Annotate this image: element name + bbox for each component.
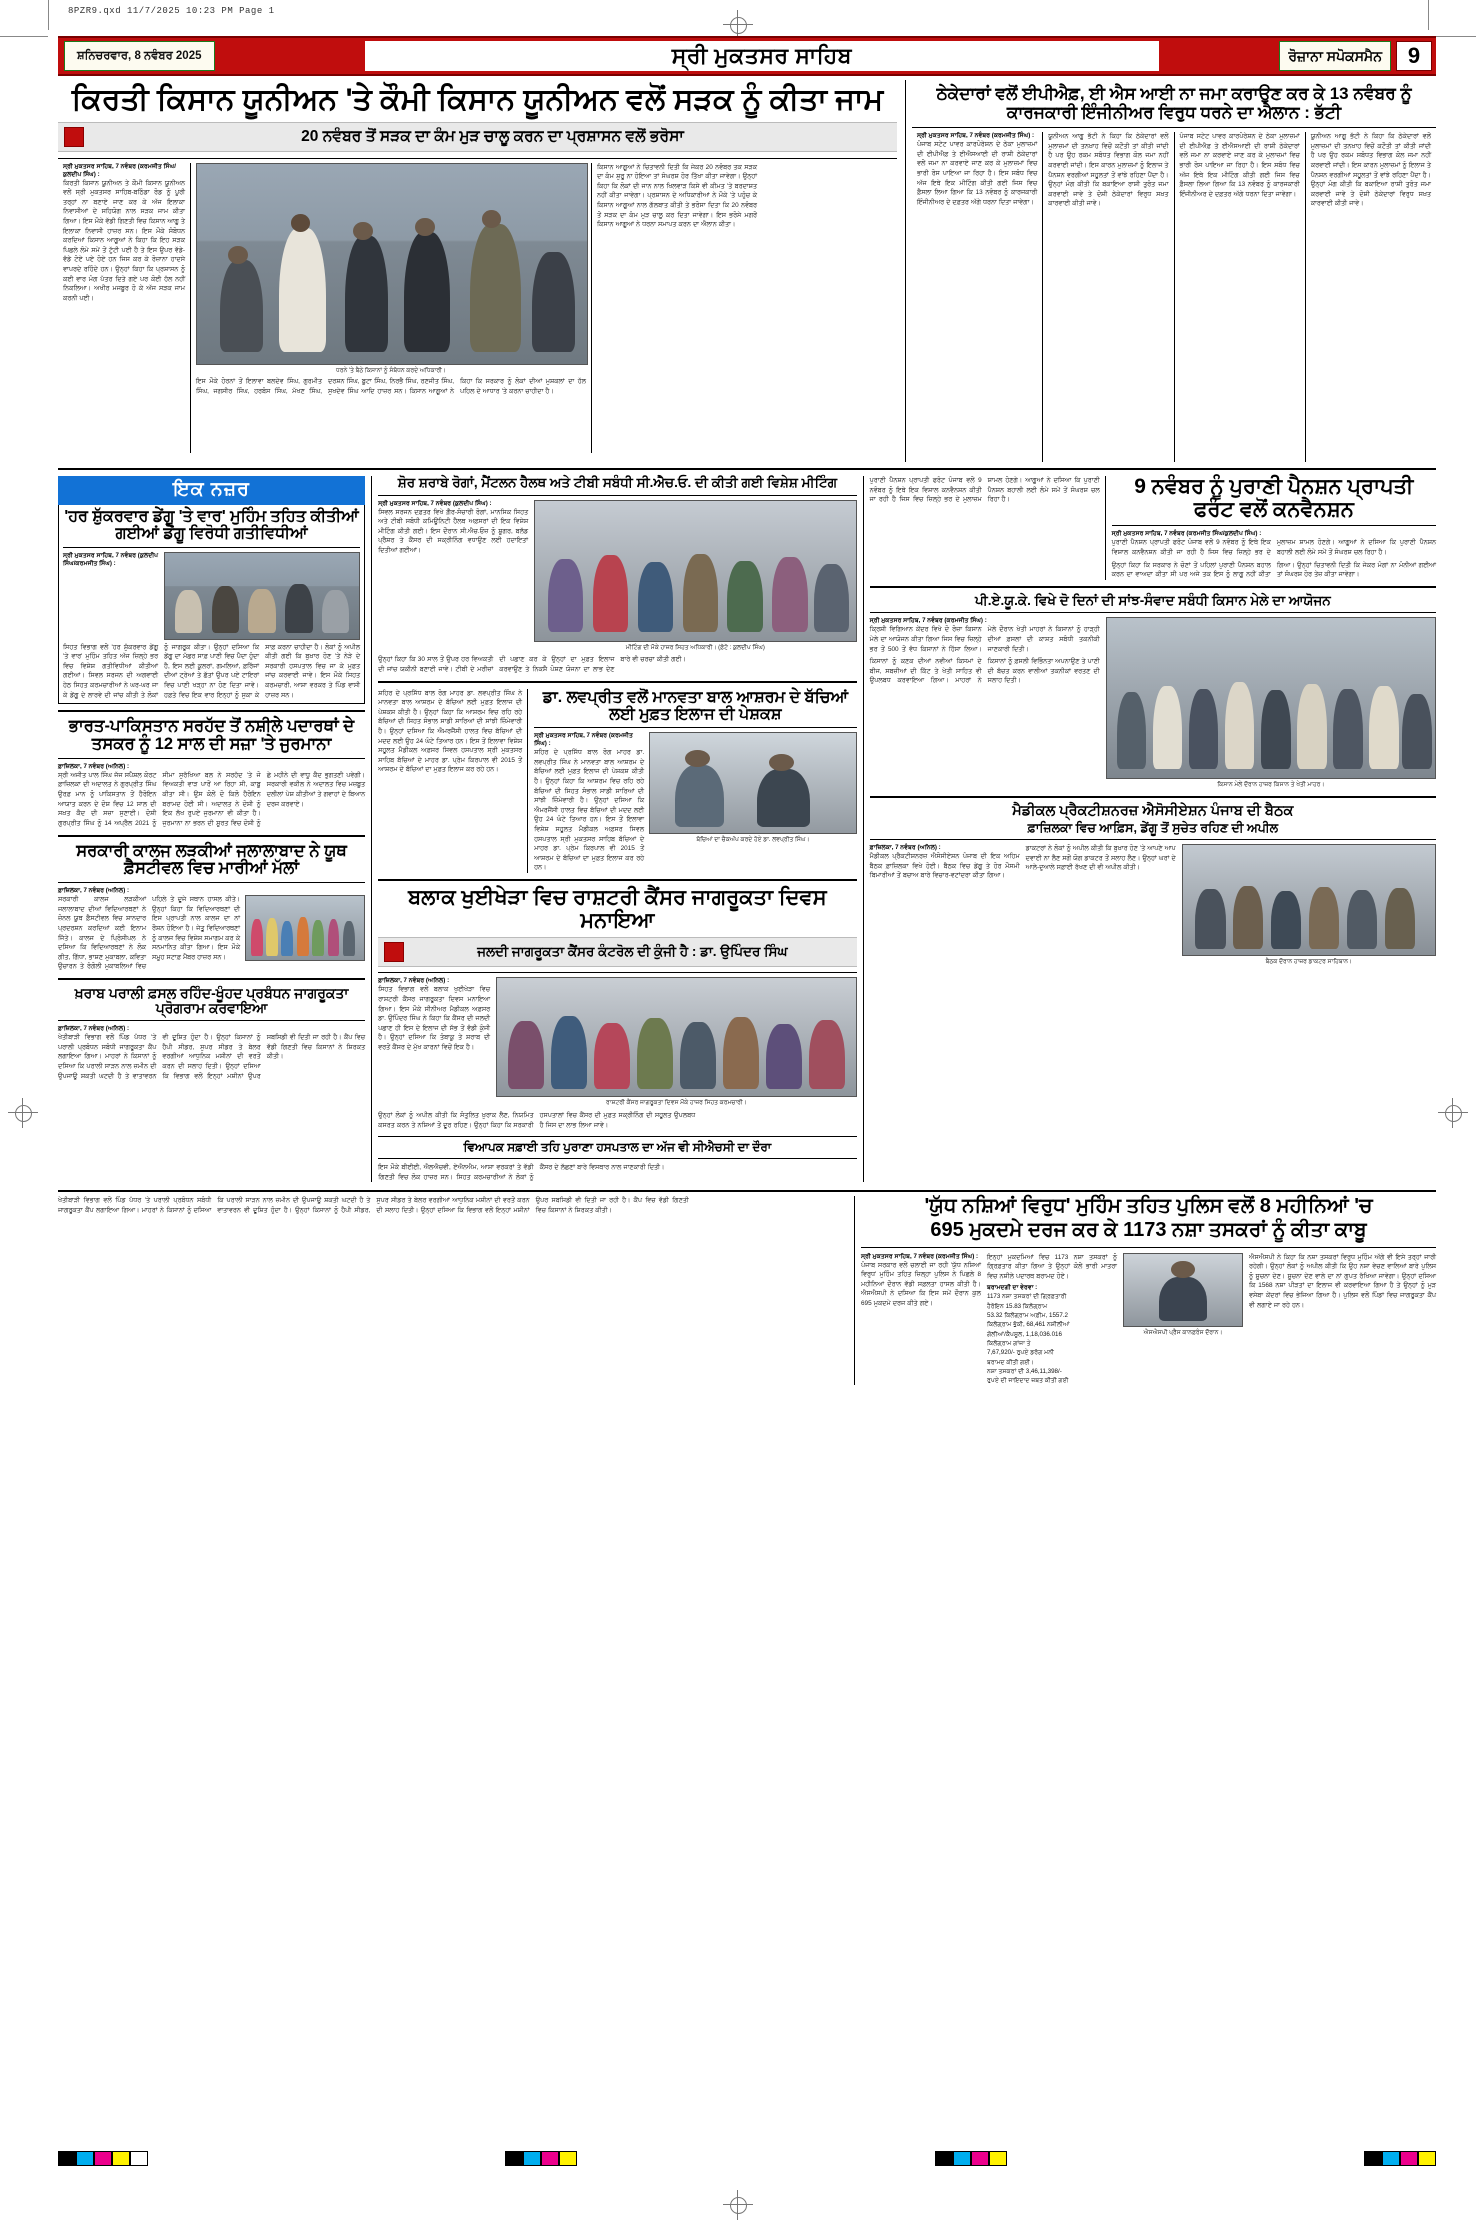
doctor-offer-caption: ਬੱਚਿਆਂ ਦਾ ਚੈਕਅੱਪ ਕਰਦੇ ਹੋਏ ਡਾ. ਲਵਪ੍ਰੀਤ ਸਿੰਘ। [696,837,810,844]
lead-story [58,80,897,462]
edition-title: ਸ੍ਰੀ ਮੁਕਤਸਰ ਸਾਹਿਬ [671,43,853,68]
drug-war-intro: ਇਨ੍ਹਾਂ ਮੁਕਦਮਿਆਂ ਵਿਚ 1173 ਨਸ਼ਾ ਤਸਕਰਾਂ ਨੂੰ ਗ੍ਰਿਫ਼ਤਾਰ ਕੀਤਾ ਗਿਆ ਤੇ ਉਨ੍ਹਾਂ ਕੋਲੋਂ ਭਾਰੀ ਮਾਤਰਾ ਵਿਚ ਨਸ਼ੀਲੇ ਪਦਾਰਥ ਬਰਾਮਦ ਹੋਏ। [987,1253,1117,1280]
lead-columns [58,163,897,453]
colour-patch-white [130,2151,148,2166]
print-slug: 8PZR9.qxd 11/7/2025 10:23 PM Page 1 [68,6,275,16]
crop-line-right-v [1428,0,1429,30]
epf-dateline: ਸ੍ਰੀ ਮੁਕਤਸਰ ਸਾਹਿਬ, 7 ਨਵੰਬਰ (ਕਰਮਜੀਤ ਸਿੰਘ) : [917,132,1035,140]
colour-patch-yellow-3 [989,2151,1007,2166]
health-meet-dateline: ਸ੍ਰੀ ਮੁਕਤਸਰ ਸਾਹਿਬ, 7 ਨਵੰਬਰ (ਕੁਲਦੀਪ ਸਿੰਘ) : [378,499,492,507]
smuggler-dateline: ਫ਼ਾਜ਼ਿਲਕਾ, 7 ਨਵੰਬਰ (ਅਨਿਲ) : [58,762,130,770]
pollution-dateline: ਫ਼ਾਜ਼ਿਲਕਾ, 7 ਨਵੰਬਰ (ਅਨਿਲ) : [58,1025,130,1033]
medical-assoc-body-2: ਡਾਕਟਰਾਂ ਨੇ ਲੋਕਾਂ ਨੂੰ ਅਪੀਲ ਕੀਤੀ ਕਿ ਬੁਖ਼ਾਰ ਹੋਣ 'ਤੇ ਆਪਣੇ ਆਪ ਦਵਾਈ ਨਾ ਲੈਣ ਸਗੋਂ ਯੋਗ ਡਾਕਟਰ ਤੋਂ ਸਲਾਹ ਲੈਣ। ਉਨ੍ਹਾਂ ਘਰਾਂ ਦੇ ਆਲੇ-ਦੁਆਲੇ ਸਫ਼ਾਈ ਰੱਖਣ ਦੀ ਵੀ ਅਪੀਲ ਕੀਤੀ। [1025,845,1176,872]
recovery-line: ਕਿਲੋਗ੍ਰਾਮ ਭੁੱਕੀ, 68,461 ਨਸ਼ੀਲੀਆਂ [987,1321,1070,1329]
drug-war-headline-2: 695 ਮੁਕਦਮੇ ਦਰਜ ਕਰ ਕੇ 1173 ਨਸ਼ਾ ਤਸਕਰਾਂ ਨੂੰ ਕੀਤਾ ਕਾਬੂ [930,1219,1367,1242]
masthead-date: ਸ਼ਨਿਚਰਵਾਰ, 8 ਨਵੰਬਰ 2025 [64,41,215,71]
left-stack [58,476,372,1182]
health-meet-photo [534,500,857,642]
recovery-line: 1173 ਨਸ਼ਾ ਤਸਕਰਾਂ ਦੀ ਗ੍ਰਿਫ਼ਤਾਰੀ [987,1293,1067,1301]
college-dateline: ਫ਼ਾਜ਼ਿਲਕਾ, 7 ਨਵੰਬਰ (ਅਨਿਲ) : [58,887,130,895]
pau-body-1: ਕ੍ਰਿਸ਼ੀ ਵਿਗਿਆਨ ਕੇਂਦਰ ਵਿਖੇ ਦੋ ਰੋਜ਼ਾ ਕਿਸਾਨ ਮੇਲੇ ਦਾ ਆਯੋਜਨ ਕੀਤਾ ਗਿਆ ਜਿਸ ਵਿਚ ਜ਼ਿਲ੍ਹੇ ਭਰ ਤੋਂ 500 ਤੋਂ ਵੱਧ ਕਿਸਾਨਾਂ ਨੇ ਹਿੱਸਾ ਲਿਆ। ਮੇਲੇ ਦੌਰਾਨ ਖੇਤੀ ਮਾਹਰਾਂ ਨੇ ਕਿਸਾਨਾਂ ਨੂੰ ਹਾੜ੍ਹੀ ਦੀਆਂ ਫ਼ਸਲਾਂ ਦੀ ਕਾਸ਼ਤ ਸਬੰਧੀ ਤਕਨੀਕੀ ਜਾਣਕਾਰੀ ਦਿਤੀ। [869,626,1100,653]
colour-patch-black-4 [1364,2151,1382,2166]
medical-assoc-caption: ਬੈਠਕ ਦੌਰਾਨ ਹਾਜ਼ਰ ਡਾਕਟਰ ਸਾਹਿਬਾਨ। [1265,959,1353,966]
college-headline: ਸਰਕਾਰੀ ਕਾਲਜ ਲੜਕੀਆਂ ਜਲਾਲਾਬਾਦ ਨੇ ਯੂਥ ਫ਼ੈਸਟੀਵਲ ਵਿਚ ਮਾਰੀਆਂ ਮੱਲਾਂ [76,841,347,878]
lead-photo [196,163,588,365]
pollution-body: ਖੇਤੀਬਾੜੀ ਵਿਭਾਗ ਵਲੋਂ ਪਿੰਡ ਪੱਧਰ 'ਤੇ ਪਰਾਲੀ ਪ੍ਰਬੰਧਨ ਸਬੰਧੀ ਜਾਗਰੂਕਤਾ ਕੈਂਪ ਲਗਾਇਆ ਗਿਆ। ਮਾਹਰਾਂ ਨੇ ਕਿਸਾਨਾਂ ਨੂੰ ਦਸਿਆ ਕਿ ਪਰਾਲੀ ਸਾੜਨ ਨਾਲ ਜ਼ਮੀਨ ਦੀ ਉਪਜਾਊ ਸ਼ਕਤੀ ਘਟਦੀ ਹੈ ਤੇ ਵਾਤਾਵਰਨ ਵੀ ਦੂਸ਼ਿਤ ਹੁੰਦਾ ਹੈ। ਉਨ੍ਹਾਂ ਕਿਸਾਨਾਂ ਨੂੰ ਹੈਪੀ ਸੀਡਰ, ਸੁਪਰ ਸੀਡਰ ਤੇ ਬੇਲਰ ਵਰਗੀਆਂ ਆਧੁਨਿਕ ਮਸ਼ੀਨਾਂ ਦੀ ਵਰਤੋਂ ਕਰਨ ਦੀ ਸਲਾਹ ਦਿਤੀ। ਉਨ੍ਹਾਂ ਦਸਿਆ ਕਿ ਵਿਭਾਗ ਵਲੋਂ ਇਨ੍ਹਾਂ ਮਸ਼ੀਨਾਂ ਉਪਰ ਸਬਸਿਡੀ ਵੀ ਦਿਤੀ ਜਾ ਰਹੀ ਹੈ। ਕੈਂਪ ਵਿਚ ਵੱਡੀ ਗਿਣਤੀ ਵਿਚ ਕਿਸਾਨਾਂ ਨੇ ਸ਼ਿਰਕਤ ਕੀਤੀ। [58,1034,366,1080]
epf-headline: ਠੇਕੇਦਾਰਾਂ ਵਲੋਂ ਈਪੀਐਫ਼, ਈ ਐਸ ਆਈ ਨਾ ਜਮਾ ਕਰਾਉਣ ਕਰ ਕੇ 13 ਨਵੰਬਰ ਨੂੰ ਕਾਰਜਕਾਰੀ ਇੰਜੀਨੀਅਰ ਵਿਰੁਧ ਧਰਨੇ ਦਾ ਐਲਾਨ : ਭੱਟੀ [936,84,1412,123]
colour-patch-black [58,2151,76,2166]
center-filler-1: ਸ਼ਹਿਰ ਦੇ ਪ੍ਰਸਿੱਧ ਬਾਲ ਰੋਗ ਮਾਹਰ ਡਾ. ਲਵਪ੍ਰੀਤ ਸਿੰਘ ਨੇ ਮਾਨਵਤਾ ਬਾਲ ਆਸ਼ਰਮ ਦੇ ਬੱਚਿਆਂ ਲਈ ਮੁਫ਼ਤ ਇਲਾਜ ਦੀ ਪੇਸ਼ਕਸ਼ ਕੀਤੀ ਹੈ। ਉਨ੍ਹਾਂ ਕਿਹਾ ਕਿ ਆਸ਼ਰਮ ਵਿਚ ਰਹਿ ਰਹੇ ਬੱਚਿਆਂ ਦੀ ਸਿਹਤ ਸੰਭਾਲ ਸਾਡੀ ਸਾਰਿਆਂ ਦੀ ਸਾਂਝੀ ਜ਼ਿੰਮੇਵਾਰੀ ਹੈ। ਉਨ੍ਹਾਂ ਦਸਿਆ ਕਿ ਐਮਰਜੈਂਸੀ ਹਾਲਤ ਵਿਚ ਬੱਚਿਆਂ ਦੀ ਮਦਦ ਲਈ ਉਹ 24 ਘੰਟੇ ਤਿਆਰ ਹਨ। ਇਸ ਤੋਂ ਇਲਾਵਾ ਵਿਸ਼ੇਸ਼ ਸਹੂਲਤ ਮੈਡੀਕਲ ਅਫ਼ਸਰ ਸਿਵਲ ਹਸਪਤਾਲ ਸ੍ਰੀ ਮੁਕਤਸਰ ਸਾਹਿਬ ਬੱਚਿਆਂ ਦੇ ਮਾਹਰ ਡਾ. ਪ੍ਰੇਮ ਕਿਰਪਾਲ ਵੀ 2015 ਤੋਂ ਆਸ਼ਰਮ ਦੇ ਬੱਚਿਆਂ ਦਾ ਮੁਫ਼ਤ ਇਲਾਜ ਕਰ ਰਹੇ ਹਨ। [378,689,523,774]
colour-patch-yellow-2 [559,2151,577,2166]
recovery-line: 7,67,920/- ਰੁਪਏ ਡਰੱਗ ਮਨੀ [987,1349,1054,1357]
masthead-brand: ਰੋਜ਼ਾਨਾ ਸਪੋਕਸਮੈਨ [1279,41,1391,71]
recovery-line: ਗੋਲੀਆਂ/ਕੈਪਸੂਲ, 1,18,036.016 [987,1330,1062,1338]
masthead-center [365,41,1160,71]
doctor-offer-headline: ਡਾ. ਲਵਪ੍ਰੀਤ ਵਲੋਂ ਮਾਨਵਤਾ ਬਾਲ ਆਸ਼ਰਮ ਦੇ ਬੱਚਿਆਂ ਲਈ ਮੁਫ਼ਤ ਇਲਾਜ ਦੀ ਪੇਸ਼ਕਸ਼ [542,688,849,723]
colour-patch-black-2 [505,2151,523,2166]
cancer-day-body-2: ਉਨ੍ਹਾਂ ਲੋਕਾਂ ਨੂੰ ਅਪੀਲ ਕੀਤੀ ਕਿ ਸੰਤੁਲਿਤ ਖ਼ੁਰਾਕ ਲੈਣ, ਨਿਯਮਿਤ ਕਸਰਤ ਕਰਨ ਤੇ ਨਸ਼ਿਆਂ ਤੋਂ ਦੂਰ ਰਹਿਣ। ਉਨ੍ਹਾਂ ਕਿਹਾ ਕਿ ਸਰਕਾਰੀ ਹਸਪਤਾਲਾਂ ਵਿਚ ਕੈਂਸਰ ਦੀ ਮੁਫ਼ਤ ਸਕ੍ਰੀਨਿੰਗ ਦੀ ਸਹੂਲਤ ਉਪਲਬਧ ਹੈ ਜਿਸ ਦਾ ਲਾਭ ਲਿਆ ਜਾਵੇ। [378,1112,696,1129]
recovery-line: ਕਿਲੋਗ੍ਰਾਮ ਗਾਂਜਾ ਤੇ [987,1339,1031,1347]
lead-subhead-bar [58,122,897,152]
epf-columns [912,132,1436,462]
smuggler-body: ਸ੍ਰੀ ਅਜੀਤ ਪਾਲ ਸਿੰਘ ਜੱਜ ਸਪੈਸ਼ਲ ਕੋਰਟ ਫ਼ਾਜ਼ਿਲਕਾ ਦੀ ਅਦਾਲਤ ਨੇ ਗੁਰਪ੍ਰੀਤ ਸਿੰਘ ਉਰਫ਼ ਮਾਨ ਨੂੰ ਪਾਕਿਸਤਾਨ ਤੋਂ ਹੈਰੋਇਨ ਆਯਾਤ ਕਰਨ ਦੇ ਦੋਸ਼ ਵਿਚ 12 ਸਾਲ ਦੀ ਸਖ਼ਤ ਕੈਦ ਦੀ ਸਜ਼ਾ ਸੁਣਾਈ। ਦੋਸ਼ੀ ਗੁਰਪ੍ਰੀਤ ਸਿੰਘ ਨੂੰ 14 ਅਪ੍ਰੈਲ 2021 ਨੂੰ ਸੀਮਾ ਸੁਰੱਖਿਆ ਬਲ ਨੇ ਸਰਹੱਦ 'ਤੇ ਜੋ ਵਿਅਕਤੀ ਵਾੜ ਪਾਰੋਂ ਆ ਰਿਹਾ ਸੀ, ਕਾਬੂ ਕੀਤਾ ਸੀ। ਉਸ ਕੋਲੋਂ ਦੋ ਕਿਲੋ ਹੈਰੋਇਨ ਬਰਾਮਦ ਹੋਈ ਸੀ। ਅਦਾਲਤ ਨੇ ਦੋਸ਼ੀ ਨੂੰ ਇਕ ਲੱਖ ਰੁਪਏ ਜੁਰਮਾਨਾ ਵੀ ਕੀਤਾ ਹੈ। ਜੁਰਮਾਨਾ ਨਾ ਭਰਨ ਦੀ ਸੂਰਤ ਵਿਚ ਦੋਸ਼ੀ ਨੂੰ ਛੇ ਮਹੀਨੇ ਦੀ ਵਾਧੂ ਕੈਦ ਭੁਗਤਣੀ ਪਵੇਗੀ। ਸਰਕਾਰੀ ਵਕੀਲ ਨੇ ਅਦਾਲਤ ਵਿਚ ਮਜ਼ਬੂਤ ਦਲੀਲਾਂ ਪੇਸ਼ ਕੀਤੀਆਂ ਤੇ ਗਵਾਹਾਂ ਦੇ ਬਿਆਨ ਦਰਜ ਕਰਵਾਏ। [58,771,366,827]
center-stack [372,476,864,1182]
cancer-secondary-headline: ਵਿਆਪਕ ਸਫ਼ਾਈ ਤਹਿ ਪੁਰਾਣਾ ਹਸਪਤਾਲ ਦਾ ਅੱਜ ਵੀ ਸੀਐਚਸੀ ਦਾ ਦੌਰਾ [463,1140,772,1155]
colour-patch-magenta-3 [971,2151,989,2166]
red-square-icon-2 [384,942,404,962]
epf-col-3 [1174,132,1305,462]
registration-mark-right [1438,1098,1468,1128]
recovery-line: ਬਰਾਮਦ ਕੀਤੀ ਗਈ। [987,1358,1035,1366]
epf-body-3: ਪੰਜਾਬ ਸਟੇਟ ਪਾਵਰ ਕਾਰਪੋਰੇਸ਼ਨ ਦੇ ਠੇਕਾ ਮੁਲਾਜ਼ਮਾਂ ਦੀ ਈਪੀਐਫ਼ ਤੇ ਈਐਸਆਈ ਦੀ ਰਾਸ਼ੀ ਠੇਕੇਦਾਰਾਂ ਵਲੋਂ ਜਮਾ ਨਾ ਕਰਵਾਏ ਜਾਣ ਕਰ ਕੇ ਮੁਲਾਜ਼ਮਾਂ ਵਿਚ ਭਾਰੀ ਰੋਸ ਪਾਇਆ ਜਾ ਰਿਹਾ ਹੈ। ਇਸ ਸਬੰਧ ਵਿਚ ਅੱਜ ਇਥੇ ਇਕ ਮੀਟਿੰਗ ਕੀਤੀ ਗਈ ਜਿਸ ਵਿਚ ਫ਼ੈਸਲਾ ਲਿਆ ਗਿਆ ਕਿ 13 ਨਵੰਬਰ ਨੂੰ ਕਾਰਜਕਾਰੀ ਇੰਜੀਨੀਅਰ ਦੇ ਦਫ਼ਤਰ ਅੱਗੇ ਧਰਨਾ ਦਿਤਾ ਜਾਵੇਗਾ। [1179,133,1300,198]
pau-headline: ਪੀ.ਏ.ਯੂ.ਕੇ. ਵਿਖੇ ਦੋ ਦਿਨਾਂ ਦੀ ਸਾਂਝ-ਸੰਵਾਦ ਸਬੰਧੀ ਕਿਸਾਨ ਮੇਲੇ ਦਾ ਆਯੋਜਨ [974,592,1331,608]
pollution-headline: ਖ਼ਰਾਬ ਪਰਾਲੀ ਫ਼ਸਲ ਰਹਿੰਦ-ਖੂੰਹਦ ਪ੍ਰਬੰਧਨ ਜਾਗਰੂਕਤਾ ਪ੍ਰੋਗਰਾਮ ਕਰਵਾਇਆ [74,985,349,1017]
colour-patch-cyan [76,2151,94,2166]
medical-assoc-photo [1182,844,1436,956]
college-photo [245,895,365,961]
lead-dateline: ਸ੍ਰੀ ਮੁਕਤਸਰ ਸਾਹਿਬ, 7 ਨਵੰਬਰ (ਕਰਮਜੀਤ ਸਿੰਘ/ਕੁਲਦੀਪ ਸਿੰਘ) : [63,162,176,178]
crop-line-top-left [0,36,48,37]
lead-body-3: ਇਸ ਮੌਕੇ ਹੋਰਨਾਂ ਤੋਂ ਇਲਾਵਾ ਬਲਦੇਵ ਸਿੰਘ, ਗੁਰਮੀਤ ਸਿੰਘ, ਜਗਸੀਰ ਸਿੰਘ, ਹਰਬੰਸ ਸਿੰਘ, ਮੱਖਣ ਸਿੰਘ, ਦਰਸ਼ਨ ਸਿੰਘ, ਬੂਟਾ ਸਿੰਘ, ਨਿਰਭੈ ਸਿੰਘ, ਰਣਜੀਤ ਸਿੰਘ, ਸੁਖਦੇਵ ਸਿੰਘ ਆਦਿ ਹਾਜ਼ਰ ਸਨ। ਕਿਸਾਨ ਆਗੂਆਂ ਨੇ ਕਿਹਾ ਕਿ ਸਰਕਾਰ ਨੂੰ ਲੋਕਾਂ ਦੀਆਂ ਮੁਸ਼ਕਲਾਂ ਦਾ ਹੱਲ ਪਹਿਲ ਦੇ ਆਧਾਰ 'ਤੇ ਕਰਨਾ ਚਾਹੀਦਾ ਹੈ। [196,378,586,395]
epf-body-2: ਯੂਨੀਅਨ ਆਗੂ ਭੱਟੀ ਨੇ ਕਿਹਾ ਕਿ ਠੇਕੇਦਾਰਾਂ ਵਲੋਂ ਮੁਲਾਜ਼ਮਾਂ ਦੀ ਤਨਖ਼ਾਹ ਵਿਚੋਂ ਕਟੌਤੀ ਤਾਂ ਕੀਤੀ ਜਾਂਦੀ ਹੈ ਪਰ ਉਹ ਰਕਮ ਸਬੰਧਤ ਵਿਭਾਗ ਕੋਲ ਜਮਾ ਨਹੀਂ ਕਰਵਾਈ ਜਾਂਦੀ। ਇਸ ਕਾਰਨ ਮੁਲਾਜ਼ਮਾਂ ਨੂੰ ਇਲਾਜ ਤੇ ਪੈਨਸ਼ਨ ਵਰਗੀਆਂ ਸਹੂਲਤਾਂ ਤੋਂ ਵਾਂਝੇ ਰਹਿਣਾ ਪੈਂਦਾ ਹੈ। ਉਨ੍ਹਾਂ ਮੰਗ ਕੀਤੀ ਕਿ ਬਕਾਇਆ ਰਾਸ਼ੀ ਤੁਰੰਤ ਜਮਾ ਕਰਵਾਈ ਜਾਵੇ ਤੇ ਦੋਸ਼ੀ ਠੇਕੇਦਾਰਾਂ ਵਿਰੁਧ ਸਖ਼ਤ ਕਾਰਵਾਈ ਕੀਤੀ ਜਾਵੇ। [1048,133,1169,208]
colour-patch-cyan-2 [523,2151,541,2166]
cancer-day-subhead: ਜਲਦੀ ਜਾਗਰੂਕਤਾ ਕੈਂਸਰ ਕੰਟਰੋਲ ਦੀ ਕੁੰਜੀ ਹੈ : ਡਾ. ਉਪਿੰਦਰ ਸਿੰਘ [477,944,788,960]
recovery-line: 53.32 ਕਿਲੋਗ੍ਰਾਮ ਅਫ਼ੀਮ, 1557.2 [987,1312,1068,1320]
lead-body-2: ਕਿਸਾਨ ਆਗੂਆਂ ਨੇ ਚਿਤਾਵਨੀ ਦਿਤੀ ਕਿ ਜੇਕਰ 20 ਨਵੰਬਰ ਤਕ ਸੜਕ ਦਾ ਕੰਮ ਸ਼ੁਰੂ ਨਾ ਹੋਇਆ ਤਾਂ ਸੰਘਰਸ਼ ਹੋਰ ਤਿੱਖਾ ਕੀਤਾ ਜਾਵੇਗਾ। ਉਨ੍ਹਾਂ ਕਿਹਾ ਕਿ ਲੋਕਾਂ ਦੀ ਜਾਨ ਨਾਲ ਖਿਲਵਾੜ ਕਿਸੇ ਵੀ ਕੀਮਤ 'ਤੇ ਬਰਦਾਸ਼ਤ ਨਹੀਂ ਕੀਤਾ ਜਾਵੇਗਾ। ਪ੍ਰਸ਼ਾਸਨ ਦੇ ਅਧਿਕਾਰੀਆਂ ਨੇ ਮੌਕੇ 'ਤੇ ਪਹੁੰਚ ਕੇ ਕਿਸਾਨ ਆਗੂਆਂ ਨਾਲ ਗੱਲਬਾਤ ਕੀਤੀ ਤੇ ਭਰੋਸਾ ਦਿਤਾ ਕਿ 20 ਨਵੰਬਰ ਤੋਂ ਸੜਕ ਦਾ ਕੰਮ ਮੁੜ ਚਾਲੂ ਕਰ ਦਿਤਾ ਜਾਵੇਗਾ। ਇਸ ਭਰੋਸੇ ਮਗਰੋਂ ਕਿਸਾਨ ਆਗੂਆਂ ਨੇ ਧਰਨਾ ਸਮਾਪਤ ਕਰਨ ਦਾ ਐਲਾਨ ਕੀਤਾ। [597,163,757,229]
college-body: ਸਰਕਾਰੀ ਕਾਲਜ ਲੜਕੀਆਂ ਜਲਾਲਾਬਾਦ ਦੀਆਂ ਵਿਦਿਆਰਥਣਾਂ ਨੇ ਜ਼ੋਨਲ ਯੂਥ ਫ਼ੈਸਟੀਵਲ ਵਿਚ ਸ਼ਾਨਦਾਰ ਪ੍ਰਦਰਸ਼ਨ ਕਰਦਿਆਂ ਕਈ ਇਨਾਮ ਜਿੱਤੇ। ਕਾਲਜ ਦੇ ਪ੍ਰਿੰਸੀਪਲ ਨੇ ਦਸਿਆ ਕਿ ਵਿਦਿਆਰਥਣਾਂ ਨੇ ਲੋਕ ਗੀਤ, ਗਿੱਧਾ, ਭਾਸ਼ਣ ਮੁਕਾਬਲਾ, ਕਵਿਤਾ ਉਚਾਰਨ ਤੇ ਰੰਗੋਲੀ ਮੁਕਾਬਲਿਆਂ ਵਿਚ ਪਹਿਲੇ ਤੇ ਦੂਜੇ ਸਥਾਨ ਹਾਸਲ ਕੀਤੇ। ਉਨ੍ਹਾਂ ਕਿਹਾ ਕਿ ਵਿਦਿਆਰਥਣਾਂ ਦੀ ਇਸ ਪ੍ਰਾਪਤੀ ਨਾਲ ਕਾਲਜ ਦਾ ਨਾਂ ਰੌਸ਼ਨ ਹੋਇਆ ਹੈ। ਜੇਤੂ ਵਿਦਿਆਰਥਣਾਂ ਨੂੰ ਕਾਲਜ ਵਿਚ ਵਿਸ਼ੇਸ਼ ਸਮਾਗਮ ਕਰ ਕੇ ਸਨਮਾਨਿਤ ਕੀਤਾ ਗਿਆ। ਇਸ ਮੌਕੇ ਸਮੂਹ ਸਟਾਫ਼ ਮੈਂਬਰ ਹਾਜ਼ਰ ਸਨ। [58,896,241,971]
cancer-day-body-3: ਇਸ ਮੌਕੇ ਬੀਈਈ, ਐਲਐਚਵੀ, ਏਐਨਐਮ, ਆਸ਼ਾ ਵਰਕਰਾਂ ਤੇ ਵੱਡੀ ਗਿਣਤੀ ਵਿਚ ਲੋਕ ਹਾਜ਼ਰ ਸਨ। ਸਿਹਤ ਕਰਮਚਾਰੀਆਂ ਨੇ ਲੋਕਾਂ ਨੂੰ ਕੈਂਸਰ ਦੇ ਲੱਛਣਾਂ ਬਾਰੇ ਵਿਸਥਾਰ ਨਾਲ ਜਾਣਕਾਰੀ ਦਿਤੀ। [378,1164,665,1181]
lead-headline: ਕਿਰਤੀ ਕਿਸਾਨ ਯੂਨੀਅਨ 'ਤੇ ਕੌਮੀ ਕਿਸਾਨ ਯੂਨੀਅਨ ਵਲੋਂ ਸੜਕ ਨੂੰ ਕੀਤਾ ਜਾਮ [71,83,884,116]
pau-body-2: ਕਿਸਾਨਾਂ ਨੂੰ ਕਣਕ ਦੀਆਂ ਨਵੀਆਂ ਕਿਸਮਾਂ ਦੇ ਬੀਜ, ਸਬਜ਼ੀਆਂ ਦੀ ਕਿੱਟ ਤੇ ਖੇਤੀ ਸਾਹਿਤ ਵੀ ਉਪਲਬਧ ਕਰਵਾਇਆ ਗਿਆ। ਮਾਹਰਾਂ ਨੇ ਕਿਸਾਨਾਂ ਨੂੰ ਫ਼ਸਲੀ ਵਿਭਿੰਨਤਾ ਅਪਨਾਉਣ ਤੇ ਪਾਣੀ ਦੀ ਬੱਚਤ ਕਰਨ ਵਾਲੀਆਂ ਤਕਨੀਕਾਂ ਵਰਤਣ ਦੀ ਸਲਾਹ ਦਿਤੀ। [869,658,1100,685]
press-sheet [58,36,1436,2166]
pension-headline: 9 ਨਵੰਬਰ ਨੂੰ ਪੁਰਾਣੀ ਪੈਨਸ਼ਨ ਪ੍ਰਾਪਤੀ ਫਰੰਟ ਵਲੋਂ ਕਨਵੈਨਸ਼ਨ [1134,475,1414,521]
right-filler-1: ਪੁਰਾਣੀ ਪੈਨਸ਼ਨ ਪ੍ਰਾਪਤੀ ਫਰੰਟ ਪੰਜਾਬ ਵਲੋਂ 9 ਨਵੰਬਰ ਨੂੰ ਇਥੇ ਇਕ ਵਿਸ਼ਾਲ ਕਨਵੈਨਸ਼ਨ ਕੀਤੀ ਜਾ ਰਹੀ ਹੈ ਜਿਸ ਵਿਚ ਜ਼ਿਲ੍ਹੇ ਭਰ ਦੇ ਮੁਲਾਜ਼ਮ ਸ਼ਾਮਲ ਹੋਣਗੇ। ਆਗੂਆਂ ਨੇ ਦਸਿਆ ਕਿ ਪੁਰਾਣੀ ਪੈਨਸ਼ਨ ਬਹਾਲੀ ਲਈ ਲੰਮੇ ਸਮੇਂ ਤੋਂ ਸੰਘਰਸ਼ ਚਲ ਰਿਹਾ ਹੈ। [869,477,1100,504]
pau-caption: ਕਿਸਾਨ ਮੇਲੇ ਦੌਰਾਨ ਹਾਜ਼ਰ ਕਿਸਾਨ ਤੇ ਖੇਤੀ ਮਾਹਰ। [1217,782,1325,789]
lead-photo-col [190,163,591,453]
bottom-left-filler [58,1196,855,1385]
medical-assoc-subhead: ਫ਼ਾਜ਼ਿਲਕਾ ਵਿਚ ਆਫ਼ਿਸ, ਡੇਂਗੂ ਤੋਂ ਸੁਚੇਤ ਰਹਿਣ ਦੀ ਅਪੀਲ [1027,820,1279,835]
drug-war-body-1: ਪੰਜਾਬ ਸਰਕਾਰ ਵਲੋਂ ਚਲਾਈ ਜਾ ਰਹੀ 'ਯੁੱਧ ਨਸ਼ਿਆਂ ਵਿਰੁਧ' ਮੁਹਿੰਮ ਤਹਿਤ ਜ਼ਿਲ੍ਹਾ ਪੁਲਿਸ ਨੇ ਪਿਛਲੇ 8 ਮਹੀਨਿਆਂ ਦੌਰਾਨ ਵੱਡੀ ਸਫ਼ਲਤਾ ਹਾਸਲ ਕੀਤੀ ਹੈ। ਐਸਐਸਪੀ ਨੇ ਦਸਿਆ ਕਿ ਇਸ ਸਮੇਂ ਦੌਰਾਨ ਕੁਲ 695 ਮੁਕਦਮੇ ਦਰਜ ਕੀਤੇ ਗਏ। [861,1261,981,1308]
drug-war-recoveries-label: ਬਰਾਮਦਗੀ ਦਾ ਵੇਰਵਾ : [987,1284,1038,1292]
epf-body-4: ਯੂਨੀਅਨ ਆਗੂ ਭੱਟੀ ਨੇ ਕਿਹਾ ਕਿ ਠੇਕੇਦਾਰਾਂ ਵਲੋਂ ਮੁਲਾਜ਼ਮਾਂ ਦੀ ਤਨਖ਼ਾਹ ਵਿਚੋਂ ਕਟੌਤੀ ਤਾਂ ਕੀਤੀ ਜਾਂਦੀ ਹੈ ਪਰ ਉਹ ਰਕਮ ਸਬੰਧਤ ਵਿਭਾਗ ਕੋਲ ਜਮਾ ਨਹੀਂ ਕਰਵਾਈ ਜਾਂਦੀ। ਇਸ ਕਾਰਨ ਮੁਲਾਜ਼ਮਾਂ ਨੂੰ ਇਲਾਜ ਤੇ ਪੈਨਸ਼ਨ ਵਰਗੀਆਂ ਸਹੂਲਤਾਂ ਤੋਂ ਵਾਂਝੇ ਰਹਿਣਾ ਪੈਂਦਾ ਹੈ। ਉਨ੍ਹਾਂ ਮੰਗ ਕੀਤੀ ਕਿ ਬਕਾਇਆ ਰਾਸ਼ੀ ਤੁਰੰਤ ਜਮਾ ਕਰਵਾਈ ਜਾਵੇ ਤੇ ਦੋਸ਼ੀ ਠੇਕੇਦਾਰਾਂ ਵਿਰੁਧ ਸਖ਼ਤ ਕਾਰਵਾਈ ਕੀਤੀ ਜਾਵੇ। [1310,133,1431,208]
drug-war-recoveries [987,1292,1117,1385]
pension-dateline: ਸ੍ਰੀ ਮੁਕਤਸਰ ਸਾਹਿਬ, 7 ਨਵੰਬਰ (ਕਰਮਜੀਤ ਸਿੰਘ/ਕੁਲਦੀਪ ਸਿੰਘ) : [1111,530,1262,538]
lead-body-1: ਕਿਰਤੀ ਕਿਸਾਨ ਯੂਨੀਅਨ ਤੇ ਕੌਮੀ ਕਿਸਾਨ ਯੂਨੀਅਨ ਵਲੋਂ ਸ੍ਰੀ ਮੁਕਤਸਰ ਸਾਹਿਬ-ਬਠਿੰਡਾ ਰੋਡ ਨੂੰ ਪੂਰੀ ਤਰ੍ਹਾਂ ਨਾ ਬਣਾਏ ਜਾਣ ਕਰ ਕੇ ਅੱਜ ਇਲਾਕਾ ਨਿਵਾਸੀਆਂ ਦੇ ਸਹਿਯੋਗ ਨਾਲ ਸੜਕ ਜਾਮ ਕੀਤਾ ਗਿਆ। ਇਸ ਮੌਕੇ ਵੱਡੀ ਗਿਣਤੀ ਵਿਚ ਕਿਸਾਨ ਆਗੂ ਤੇ ਇਲਾਕਾ ਨਿਵਾਸੀ ਹਾਜ਼ਰ ਸਨ। ਇਸ ਮੌਕੇ ਸੰਬੋਧਨ ਕਰਦਿਆਂ ਕਿਸਾਨ ਆਗੂਆਂ ਨੇ ਕਿਹਾ ਕਿ ਇਹ ਸੜਕ ਪਿਛਲੇ ਲੰਮੇ ਸਮੇਂ ਤੋਂ ਟੁੱਟੀ ਪਈ ਹੈ ਤੇ ਇਸ ਉਪਰ ਵੱਡੇ-ਵੱਡੇ ਟੋਏ ਪਏ ਹੋਏ ਹਨ ਜਿਸ ਕਰ ਕੇ ਰੋਜ਼ਾਨਾ ਹਾਦਸੇ ਵਾਪਰਦੇ ਰਹਿੰਦੇ ਹਨ। ਉਨ੍ਹਾਂ ਕਿਹਾ ਕਿ ਪ੍ਰਸ਼ਾਸਨ ਨੂੰ ਕਈ ਵਾਰ ਮੰਗ ਪੱਤਰ ਦਿਤੇ ਗਏ ਪਰ ਕੋਈ ਹੱਲ ਨਹੀਂ ਨਿਕਲਿਆ। ਅਖੀਰ ਮਜਬੂਰ ਹੋ ਕੇ ਅੱਜ ਸੜਕ ਜਾਮ ਕਰਨੀ ਪਈ। [63,179,185,302]
page-number: 9 [1396,41,1432,71]
recovery-line: ਨਸ਼ਾ ਤਸਕਰਾਂ ਦੀ 3,46,11,398/- [987,1367,1062,1375]
pau-photo [1106,617,1436,779]
colour-bar-group-left [58,2151,148,2166]
recovery-line: ਹੈਰੋਇਨ 15.83 ਕਿਲੋਗ੍ਰਾਮ [987,1302,1048,1310]
drug-war-body-3: ਐਸਐਸਪੀ ਨੇ ਕਿਹਾ ਕਿ ਨਸ਼ਾ ਤਸਕਰਾਂ ਵਿਰੁਧ ਮੁਹਿੰਮ ਅੱਗੇ ਵੀ ਇਸੇ ਤਰ੍ਹਾਂ ਜਾਰੀ ਰਹੇਗੀ। ਉਨ੍ਹਾਂ ਲੋਕਾਂ ਨੂੰ ਅਪੀਲ ਕੀਤੀ ਕਿ ਉਹ ਨਸ਼ਾ ਵੇਚਣ ਵਾਲਿਆਂ ਬਾਰੇ ਪੁਲਿਸ ਨੂੰ ਸੂਚਨਾ ਦੇਣ। ਸੂਚਨਾ ਦੇਣ ਵਾਲੇ ਦਾ ਨਾਂ ਗੁਪਤ ਰੱਖਿਆ ਜਾਵੇਗਾ। ਉਨ੍ਹਾਂ ਦਸਿਆ ਕਿ 1568 ਨਸ਼ਾ ਪੀੜਤਾਂ ਦਾ ਇਲਾਜ ਵੀ ਕਰਵਾਇਆ ਗਿਆ ਹੈ ਤੇ ਉਨ੍ਹਾਂ ਨੂੰ ਮੁੜ ਵਸੇਬਾ ਕੇਂਦਰਾਂ ਵਿਚ ਭੇਜਿਆ ਗਿਆ ਹੈ। ਪੁਲਿਸ ਵਲੋਂ ਪਿੰਡਾਂ ਵਿਚ ਜਾਗਰੂਕਤਾ ਕੈਂਪ ਵੀ ਲਗਾਏ ਜਾ ਰਹੇ ਹਨ। [1249,1253,1436,1309]
ek-nazar-box [58,505,365,704]
drug-war-headline-1: 'ਯੁੱਧ ਨਸ਼ਿਆਂ ਵਿਰੁਧ' ਮੁਹਿੰਮ ਤਹਿਤ ਪੁਲਿਸ ਵਲੋਂ 8 ਮਹੀਨਿਆਂ 'ਚ [924,1195,1373,1218]
press-colour-bars [58,2150,1436,2166]
epf-col-1 [912,132,1042,462]
red-square-icon [64,127,84,147]
colour-bar-group-right [1364,2151,1436,2166]
doctor-offer-photo [649,732,857,834]
drug-war-caption: ਐਸਐਸਪੀ ਪ੍ਰੈਸ ਕਾਨਫ਼ਰੰਸ ਦੌਰਾਨ। [1143,1329,1223,1336]
masthead [58,36,1436,76]
registration-mark-left [8,1098,38,1128]
epf-body-1: ਪੰਜਾਬ ਸਟੇਟ ਪਾਵਰ ਕਾਰਪੋਰੇਸ਼ਨ ਦੇ ਠੇਕਾ ਮੁਲਾਜ਼ਮਾਂ ਦੀ ਈਪੀਐਫ਼ ਤੇ ਈਐਸਆਈ ਦੀ ਰਾਸ਼ੀ ਠੇਕੇਦਾਰਾਂ ਵਲੋਂ ਜਮਾ ਨਾ ਕਰਵਾਏ ਜਾਣ ਕਰ ਕੇ ਮੁਲਾਜ਼ਮਾਂ ਵਿਚ ਭਾਰੀ ਰੋਸ ਪਾਇਆ ਜਾ ਰਿਹਾ ਹੈ। ਇਸ ਸਬੰਧ ਵਿਚ ਅੱਜ ਇਥੇ ਇਕ ਮੀਟਿੰਗ ਕੀਤੀ ਗਈ ਜਿਸ ਵਿਚ ਫ਼ੈਸਲਾ ਲਿਆ ਗਿਆ ਕਿ 13 ਨਵੰਬਰ ਨੂੰ ਕਾਰਜਕਾਰੀ ਇੰਜੀਨੀਅਰ ਦੇ ਦਫ਼ਤਰ ਅੱਗੇ ਧਰਨਾ ਦਿਤਾ ਜਾਵੇਗਾ। [917,141,1038,206]
ek-nazar-photo [164,552,360,640]
pension-body-1: ਪੁਰਾਣੀ ਪੈਨਸ਼ਨ ਪ੍ਰਾਪਤੀ ਫਰੰਟ ਪੰਜਾਬ ਵਲੋਂ 9 ਨਵੰਬਰ ਨੂੰ ਇਥੇ ਇਕ ਵਿਸ਼ਾਲ ਕਨਵੈਨਸ਼ਨ ਕੀਤੀ ਜਾ ਰਹੀ ਹੈ ਜਿਸ ਵਿਚ ਜ਼ਿਲ੍ਹੇ ਭਰ ਦੇ ਮੁਲਾਜ਼ਮ ਸ਼ਾਮਲ ਹੋਣਗੇ। ਆਗੂਆਂ ਨੇ ਦਸਿਆ ਕਿ ਪੁਰਾਣੀ ਪੈਨਸ਼ਨ ਬਹਾਲੀ ਲਈ ਲੰਮੇ ਸਮੇਂ ਤੋਂ ਸੰਘਰਸ਼ ਚਲ ਰਿਹਾ ਹੈ। [1111,539,1436,557]
top-block [58,80,1436,462]
colour-bar-group-center-left [505,2151,577,2166]
doctor-offer-body: ਸ਼ਹਿਰ ਦੇ ਪ੍ਰਸਿੱਧ ਬਾਲ ਰੋਗ ਮਾਹਰ ਡਾ. ਲਵਪ੍ਰੀਤ ਸਿੰਘ ਨੇ ਮਾਨਵਤਾ ਬਾਲ ਆਸ਼ਰਮ ਦੇ ਬੱਚਿਆਂ ਲਈ ਮੁਫ਼ਤ ਇਲਾਜ ਦੀ ਪੇਸ਼ਕਸ਼ ਕੀਤੀ ਹੈ। ਉਨ੍ਹਾਂ ਕਿਹਾ ਕਿ ਆਸ਼ਰਮ ਵਿਚ ਰਹਿ ਰਹੇ ਬੱਚਿਆਂ ਦੀ ਸਿਹਤ ਸੰਭਾਲ ਸਾਡੀ ਸਾਰਿਆਂ ਦੀ ਸਾਂਝੀ ਜ਼ਿੰਮੇਵਾਰੀ ਹੈ। ਉਨ੍ਹਾਂ ਦਸਿਆ ਕਿ ਐਮਰਜੈਂਸੀ ਹਾਲਤ ਵਿਚ ਬੱਚਿਆਂ ਦੀ ਮਦਦ ਲਈ ਉਹ 24 ਘੰਟੇ ਤਿਆਰ ਹਨ। ਇਸ ਤੋਂ ਇਲਾਵਾ ਵਿਸ਼ੇਸ਼ ਸਹੂਲਤ ਮੈਡੀਕਲ ਅਫ਼ਸਰ ਸਿਵਲ ਹਸਪਤਾਲ ਸ੍ਰੀ ਮੁਕਤਸਰ ਸਾਹਿਬ ਬੱਚਿਆਂ ਦੇ ਮਾਹਰ ਡਾ. ਪ੍ਰੇਮ ਕਿਰਪਾਲ ਵੀ 2015 ਤੋਂ ਆਸ਼ਰਮ ਦੇ ਬੱਚਿਆਂ ਦਾ ਮੁਫ਼ਤ ਇਲਾਜ ਕਰ ਰਹੇ ਹਨ। [534,749,645,872]
colour-patch-magenta-2 [541,2151,559,2166]
cancer-day-headline: ਬਲਾਕ ਖੁਈਖੇੜਾ ਵਿਚ ਰਾਸ਼ਟਰੀ ਕੈਂਸਰ ਜਾਗਰੂਕਤਾ ਦਿਵਸ ਮਨਾਇਆ [408,886,827,932]
colour-patch-yellow-4 [1418,2151,1436,2166]
right-stack [864,476,1436,1182]
cancer-day-subbar [378,937,857,967]
epf-col-2 [1042,132,1173,462]
lead-subhead: 20 ਨਵੰਬਰ ਤੋਂ ਸੜਕ ਦਾ ਕੰਮ ਮੁੜ ਚਾਲੂ ਕਰਨ ਦਾ ਪ੍ਰਸ਼ਾਸਨ ਵਲੋਂ ਭਰੋਸਾ [301,127,684,145]
epf-story [905,80,1436,462]
pau-dateline: ਸ੍ਰੀ ਮੁਕਤਸਰ ਸਾਹਿਬ, 7 ਨਵੰਬਰ (ਕਰਮਜੀਤ ਸਿੰਘ) : [869,617,987,625]
health-meet-body-1: ਸਿਵਲ ਸਰਜਨ ਦਫ਼ਤਰ ਵਿਖੇ ਗ਼ੈਰ-ਸੰਚਾਰੀ ਰੋਗਾਂ, ਮਾਨਸਿਕ ਸਿਹਤ ਅਤੇ ਟੀਬੀ ਸਬੰਧੀ ਕਮਿਊਨਿਟੀ ਹੈਲਥ ਅਫ਼ਸਰਾਂ ਦੀ ਇਕ ਵਿਸ਼ੇਸ਼ ਮੀਟਿੰਗ ਕੀਤੀ ਗਈ। ਇਸ ਦੌਰਾਨ ਸੀ.ਐਚ.ਓਜ਼ ਨੂੰ ਸ਼ੂਗਰ, ਬਲੱਡ ਪ੍ਰੈਸ਼ਰ ਤੇ ਕੈਂਸਰ ਦੀ ਸਕ੍ਰੀਨਿੰਗ ਵਧਾਉਣ ਲਈ ਹਦਾਇਤਾਂ ਦਿਤੀਆਂ ਗਈਆਂ। [378,508,529,555]
colour-patch-black-3 [935,2151,953,2166]
ek-nazar-body: ਸਿਹਤ ਵਿਭਾਗ ਵਲੋਂ 'ਹਰ ਸ਼ੁੱਕਰਵਾਰ ਡੇਂਗੂ 'ਤੇ ਵਾਰ' ਮੁਹਿੰਮ ਤਹਿਤ ਅੱਜ ਜ਼ਿਲ੍ਹੇ ਭਰ ਵਿਚ ਵਿਸ਼ੇਸ਼ ਗਤੀਵਿਧੀਆਂ ਕੀਤੀਆਂ ਗਈਆਂ। ਸਿਵਲ ਸਰਜਨ ਦੀ ਅਗਵਾਈ ਹੇਠ ਸਿਹਤ ਕਰਮਚਾਰੀਆਂ ਨੇ ਘਰ-ਘਰ ਜਾ ਕੇ ਡੇਂਗੂ ਦੇ ਲਾਰਵੇ ਦੀ ਜਾਂਚ ਕੀਤੀ ਤੇ ਲੋਕਾਂ ਨੂੰ ਜਾਗਰੂਕ ਕੀਤਾ। ਉਨ੍ਹਾਂ ਦਸਿਆ ਕਿ ਡੇਂਗੂ ਦਾ ਮੱਛਰ ਸਾਫ਼ ਪਾਣੀ ਵਿਚ ਪੈਦਾ ਹੁੰਦਾ ਹੈ, ਇਸ ਲਈ ਕੂਲਰਾਂ, ਗਮਲਿਆਂ, ਫ਼ਰਿੱਜਾਂ ਦੀਆਂ ਟ੍ਰੇਆਂ ਤੇ ਛੱਤਾਂ ਉਪਰ ਪਏ ਟਾਇਰਾਂ ਵਿਚ ਪਾਣੀ ਖੜ੍ਹਾ ਨਾ ਹੋਣ ਦਿਤਾ ਜਾਵੇ। ਹਫ਼ਤੇ ਵਿਚ ਇਕ ਵਾਰ ਇਨ੍ਹਾਂ ਨੂੰ ਸੁਕਾ ਕੇ ਸਾਫ਼ ਕਰਨਾ ਚਾਹੀਦਾ ਹੈ। ਲੋਕਾਂ ਨੂੰ ਅਪੀਲ ਕੀਤੀ ਗਈ ਕਿ ਬੁਖ਼ਾਰ ਹੋਣ 'ਤੇ ਨੇੜੇ ਦੇ ਸਰਕਾਰੀ ਹਸਪਤਾਲ ਵਿਚ ਜਾ ਕੇ ਮੁਫ਼ਤ ਜਾਂਚ ਕਰਵਾਈ ਜਾਵੇ। ਇਸ ਮੌਕੇ ਸਿਹਤ ਕਰਮਚਾਰੀ, ਆਸ਼ਾ ਵਰਕਰ ਤੇ ਪਿੰਡ ਵਾਸੀ ਹਾਜ਼ਰ ਸਨ। [63,643,361,699]
doctor-offer-dateline: ਸ੍ਰੀ ਮੁਕਤਸਰ ਸਾਹਿਬ, 7 ਨਵੰਬਰ (ਕਰਮਜੀਤ ਸਿੰਘ) : [534,732,633,748]
colour-patch-magenta [94,2151,112,2166]
health-meet-headline: ਸ਼ੋਰ ਸ਼ਰਾਬੇ ਰੋਗਾਂ, ਮੈਂਟਲਨ ਹੈਲਥ ਅਤੇ ਟੀਬੀ ਸਬੰਧੀ ਸੀ.ਐਚ.ਓ. ਦੀ ਕੀਤੀ ਗਈ ਵਿਸ਼ੇਸ਼ ਮੀਟਿੰਗ [397,475,838,491]
lead-col-1 [58,163,190,453]
cancer-day-caption: ਰਾਸ਼ਟਰੀ ਕੈਂਸਰ ਜਾਗਰੂਕਤਾ ਦਿਵਸ ਮੌਕੇ ਹਾਜ਼ਰ ਸਿਹਤ ਕਰਮਚਾਰੀ। [606,1100,747,1107]
epf-col-4 [1305,132,1436,462]
recovery-line: ਰੁਪਏ ਦੀ ਜਾਇਦਾਦ ਜ਼ਬਤ ਕੀਤੀ ਗਈ [987,1377,1069,1385]
ek-nazar-headline: 'ਹਰ ਸ਼ੁੱਕਰਵਾਰ ਡੇਂਗੂ 'ਤੇ ਵਾਰ' ਮੁਹਿੰਮ ਤਹਿਤ ਕੀਤੀਆਂ ਗਈਆਂ ਡੇਂਗੂ ਵਿਰੋਧੀ ਗਤੀਵਿਧੀਆਂ [64,508,359,543]
colour-patch-yellow [112,2151,130,2166]
bottom-block [58,1196,1436,1385]
colour-patch-magenta-4 [1400,2151,1418,2166]
cancer-day-dateline: ਫ਼ਾਜ਼ਿਲਕਾ, 7 ਨਵੰਬਰ (ਅਨਿਲ) : [378,977,450,985]
medical-assoc-headline: ਮੈਡੀਕਲ ਪ੍ਰੈਕਟੀਸ਼ਨਰਜ਼ ਐਸੋਸੀਏਸ਼ਨ ਪੰਜਾਬ ਦੀ ਬੈਠਕ [1012,803,1294,820]
drug-war-story [855,1196,1436,1385]
bottom-filler-text: ਖੇਤੀਬਾੜੀ ਵਿਭਾਗ ਵਲੋਂ ਪਿੰਡ ਪੱਧਰ 'ਤੇ ਪਰਾਲੀ ਪ੍ਰਬੰਧਨ ਸਬੰਧੀ ਜਾਗਰੂਕਤਾ ਕੈਂਪ ਲਗਾਇਆ ਗਿਆ। ਮਾਹਰਾਂ ਨੇ ਕਿਸਾਨਾਂ ਨੂੰ ਦਸਿਆ ਕਿ ਪਰਾਲੀ ਸਾੜਨ ਨਾਲ ਜ਼ਮੀਨ ਦੀ ਉਪਜਾਊ ਸ਼ਕਤੀ ਘਟਦੀ ਹੈ ਤੇ ਵਾਤਾਵਰਨ ਵੀ ਦੂਸ਼ਿਤ ਹੁੰਦਾ ਹੈ। ਉਨ੍ਹਾਂ ਕਿਸਾਨਾਂ ਨੂੰ ਹੈਪੀ ਸੀਡਰ, ਸੁਪਰ ਸੀਡਰ ਤੇ ਬੇਲਰ ਵਰਗੀਆਂ ਆਧੁਨਿਕ ਮਸ਼ੀਨਾਂ ਦੀ ਵਰਤੋਂ ਕਰਨ ਦੀ ਸਲਾਹ ਦਿਤੀ। ਉਨ੍ਹਾਂ ਦਸਿਆ ਕਿ ਵਿਭਾਗ ਵਲੋਂ ਇਨ੍ਹਾਂ ਮਸ਼ੀਨਾਂ ਉਪਰ ਸਬਸਿਡੀ ਵੀ ਦਿਤੀ ਜਾ ਰਹੀ ਹੈ। ਕੈਂਪ ਵਿਚ ਵੱਡੀ ਗਿਣਤੀ ਵਿਚ ਕਿਸਾਨਾਂ ਨੇ ਸ਼ਿਰਕਤ ਕੀਤੀ। [58,1197,689,1215]
pension-body-2: ਉਨ੍ਹਾਂ ਕਿਹਾ ਕਿ ਸਰਕਾਰ ਨੇ ਚੋਣਾਂ ਤੋਂ ਪਹਿਲਾਂ ਪੁਰਾਣੀ ਪੈਨਸ਼ਨ ਬਹਾਲ ਕਰਨ ਦਾ ਵਾਅਦਾ ਕੀਤਾ ਸੀ ਪਰ ਅਜੇ ਤਕ ਇਸ ਨੂੰ ਲਾਗੂ ਨਹੀਂ ਕੀਤਾ ਗਿਆ। ਉਨ੍ਹਾਂ ਚਿਤਾਵਨੀ ਦਿਤੀ ਕਿ ਜੇਕਰ ਮੰਗਾਂ ਨਾ ਮੰਨੀਆਂ ਗਈਆਂ ਤਾਂ ਸੰਘਰਸ਼ ਹੋਰ ਤੇਜ਼ ਕੀਤਾ ਜਾਵੇਗਾ। [1111,561,1436,579]
medical-assoc-dateline: ਫ਼ਾਜ਼ਿਲਕਾ, 7 ਨਵੰਬਰ (ਅਨਿਲ) : [869,844,941,852]
registration-mark-bottom [723,2190,753,2220]
ek-nazar-dateline: ਸ੍ਰੀ ਮੁਕਤਸਰ ਸਾਹਿਬ, 7 ਨਵੰਬਰ (ਕੁਲਦੀਪ ਸਿੰਘ/ਕਰਮਜੀਤ ਸਿੰਘ) : [63,551,159,567]
medical-assoc-body-1: ਮੈਡੀਕਲ ਪ੍ਰੈਕਟੀਸ਼ਨਰਜ਼ ਐਸੋਸੀਏਸ਼ਨ ਪੰਜਾਬ ਦੀ ਇਕ ਅਹਿਮ ਬੈਠਕ ਫ਼ਾਜ਼ਿਲਕਾ ਵਿਖੇ ਹੋਈ। ਬੈਠਕ ਵਿਚ ਡੇਂਗੂ ਤੇ ਹੋਰ ਮੌਸਮੀ ਬਿਮਾਰੀਆਂ ਤੋਂ ਬਚਾਅ ਬਾਰੇ ਵਿਚਾਰ-ਵਟਾਂਦਰਾ ਕੀਤਾ ਗਿਆ। [869,853,1020,880]
cancer-day-photo [496,977,857,1097]
lead-col-3 [591,163,762,453]
drug-war-photo [1123,1253,1243,1327]
colour-patch-cyan-4 [1382,2151,1400,2166]
lead-photo-caption: ਧਰਨੇ 'ਤੇ ਬੈਠੇ ਕਿਸਾਨਾਂ ਨੂੰ ਸੰਬੋਧਨ ਕਰਦੇ ਅਧਿਕਾਰੀ। [336,367,446,374]
crop-line-left-v [48,0,49,30]
middle-block [58,476,1436,1182]
smuggler-headline: ਭਾਰਤ-ਪਾਕਿਸਤਾਨ ਸਰਹੱਦ ਤੋਂ ਨਸ਼ੀਲੇ ਪਦਾਰਥਾਂ ਦੇ ਤਸਕਰ ਨੂੰ 12 ਸਾਲ ਦੀ ਸਜ਼ਾ 'ਤੇ ਜੁਰਮਾਨਾ [68,717,355,754]
health-meet-body-2: ਉਨ੍ਹਾਂ ਕਿਹਾ ਕਿ 30 ਸਾਲ ਤੋਂ ਉਪਰ ਹਰ ਵਿਅਕਤੀ ਦੀ ਜਾਂਚ ਯਕੀਨੀ ਬਣਾਈ ਜਾਵੇ। ਟੀਬੀ ਦੇ ਮਰੀਜ਼ਾਂ ਦੀ ਪਛਾਣ ਕਰ ਕੇ ਉਨ੍ਹਾਂ ਦਾ ਮੁਫ਼ਤ ਇਲਾਜ ਕਰਵਾਉਣ ਤੇ ਨਿਕਸ਼ੈ ਪੋਸ਼ਣ ਯੋਜਨਾ ਦਾ ਲਾਭ ਦੇਣ ਬਾਰੇ ਵੀ ਚਰਚਾ ਕੀਤੀ ਗਈ। [378,656,686,673]
colour-patch-cyan-3 [953,2151,971,2166]
cancer-day-body-1: ਸਿਹਤ ਵਿਭਾਗ ਵਲੋਂ ਬਲਾਕ ਖੁਈਖੇੜਾ ਵਿਚ ਰਾਸ਼ਟਰੀ ਕੈਂਸਰ ਜਾਗਰੂਕਤਾ ਦਿਵਸ ਮਨਾਇਆ ਗਿਆ। ਇਸ ਮੌਕੇ ਸੀਨੀਅਰ ਮੈਡੀਕਲ ਅਫ਼ਸਰ ਡਾ. ਉਪਿੰਦਰ ਸਿੰਘ ਨੇ ਕਿਹਾ ਕਿ ਕੈਂਸਰ ਦੀ ਜਲਦੀ ਪਛਾਣ ਹੀ ਇਸ ਦੇ ਇਲਾਜ ਦੀ ਸੱਭ ਤੋਂ ਵੱਡੀ ਕੁੰਜੀ ਹੈ। ਉਨ੍ਹਾਂ ਦਸਿਆ ਕਿ ਤੰਬਾਕੂ ਤੇ ਸ਼ਰਾਬ ਦੀ ਵਰਤੋਂ ਕੈਂਸਰ ਦੇ ਮੁੱਖ ਕਾਰਨਾਂ ਵਿਚੋਂ ਇਕ ਹੈ। [378,986,491,1051]
ek-nazar-banner: ਇਕ ਨਜ਼ਰ [58,476,365,505]
colour-bar-group-center-right [935,2151,1007,2166]
health-meet-caption: ਮੀਟਿੰਗ ਦੀ ਮੌਕੇ ਹਾਜ਼ਰ ਸਿਹਤ ਅਧਿਕਾਰੀ। (ਫ਼ੋਟੋ : ਕੁਲਦੀਪ ਸਿੰਘ) [625,644,765,651]
drug-war-dateline: ਸ੍ਰੀ ਮੁਕਤਸਰ ਸਾਹਿਬ, 7 ਨਵੰਬਰ (ਕਰਮਜੀਤ ਸਿੰਘ) : [861,1252,979,1260]
